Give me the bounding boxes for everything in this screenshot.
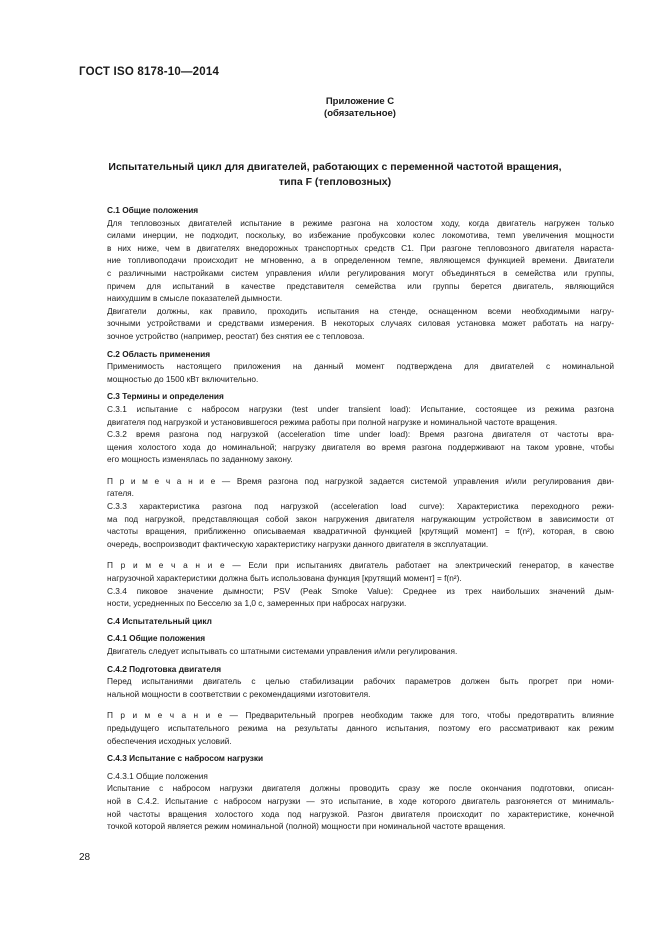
text-line: причем для испытаний в качестве представителя семейства или группы берется двигатель, являющийся: [107, 280, 614, 291]
text-line: П р и м е ч а н и е — Если при испытаниях двигатель работает на электрический генератор, в качестве: [107, 560, 614, 571]
section-heading: С.1 Общие положения: [107, 205, 199, 215]
text-line: П р и м е ч а н и е — Предварительный прогрев необходим также для того, чтобы предотвратить влияние: [107, 710, 614, 721]
annex-status: (обязательное): [324, 108, 396, 119]
text-line: мощностью до 1500 кВт включительно.: [107, 373, 259, 384]
text-line: ной в С.4.2. Испытание с набросом нагрузки — это испытание, в ходе которого двигатель разгоняется от минималь-: [107, 795, 614, 806]
text-line: силами инерции, не подходит, поскольку, во избежание пробуксовки колес локомотива, темп увеличения мощности: [107, 230, 614, 241]
section-heading: С.3 Термины и определения: [107, 391, 224, 402]
text-line: обеспечения исходных условий.: [107, 735, 232, 746]
section-heading: С.4.3 Испытание с набросом нагрузки: [107, 753, 264, 764]
section-heading: С.4 Испытательный цикл: [107, 615, 212, 626]
body-paragraph: [79, 585, 614, 610]
page-number: 28: [79, 852, 91, 863]
text-line: нагрузочной характеристики должна быть использована функция [крутящий момент] = f(n²).: [107, 573, 462, 584]
body-paragraph: [79, 428, 614, 466]
text-line: С.3.1 испытание с набросом нагрузки (test under transient load): Испытание, состоящее из режима разгона: [107, 403, 614, 414]
text-line: Применимость настоящего приложения на данный момент подтверждена для двигателей с номинальной: [107, 361, 614, 372]
text-line: ма под нагрузкой, представляющая собой закон нагружения двигателя нагружающим устройством в зависимости от: [107, 513, 614, 524]
text-line: ности, усредненных по Бесселю за 1,0 с, замеренных при набросах нагрузки.: [107, 598, 407, 609]
annex-title-line-1: Испытательный цикл для двигателей, работающих с переменной частотой вращения,: [108, 161, 562, 173]
body-paragraph: [79, 305, 614, 343]
text-line: Двигатель следует испытывать со штатными системами управления и/или регулирования.: [107, 646, 458, 656]
text-line: двигателя под нагрузкой и установившегося режима работы при полной нагрузке и номинальной частоте вращения.: [107, 416, 558, 427]
body-paragraph: [79, 360, 614, 385]
document-body: [79, 204, 614, 833]
text-line: наихудшим в смысле показателей дымности.: [107, 293, 283, 304]
text-line: с различными настройками систем управления и/или регулирования могут объединяться в семейства или группы,: [107, 267, 614, 278]
section-heading: С.4.1 Общие положения: [107, 633, 206, 644]
text-line: частоты вращения, приближенно описываемая квадратичной функцией [крутящий момент] = f(n²), которая, в свою: [107, 526, 614, 537]
text-line: С.3.3 характеристика разгона под нагрузкой (acceleration load curve): Характеристика переходного режи-: [107, 501, 614, 512]
text-line: зочными устройствами и средствами измерения. В некоторых случаях силовая установка может работать на нагру-: [107, 318, 614, 329]
body-paragraph: [79, 782, 614, 832]
text-line: щения холостого хода до номинальной; нагрузку двигателя во время разгона поддерживают на таком уровне, чтобы: [107, 441, 614, 452]
text-line: ние топливоподачи происходит не мгновенно, а в определенном темпе, являющемся функцией времени. Двигатели: [107, 255, 614, 266]
annex-label: Приложение С: [325, 96, 395, 107]
note-paragraph: [79, 475, 614, 500]
text-line: Для тепловозных двигателей испытание в режиме разгона на холостом ходу, когда двигатель нагружен только: [107, 217, 614, 228]
note-paragraph: [79, 559, 614, 584]
body-paragraph: [79, 645, 614, 658]
text-line: его мощность изменялась по заданному закону.: [107, 454, 293, 465]
text-line: Перед испытаниями двигатель с целью стабилизации рабочих параметров должен быть прогрет при номи-: [107, 676, 614, 687]
body-paragraph: [79, 675, 614, 700]
text-line: точкой которой является режим номинальной (полной) мощности при номинальной частоте вращения.: [107, 821, 506, 832]
text-line: С.3.4 пиковое значение дымности; PSV (Peak Smoke Value): Среднее из трех наибольших значений дым-: [107, 585, 614, 596]
body-paragraph: [79, 403, 614, 428]
text-line: П р и м е ч а н и е — Время разгона под нагрузкой задается системой управления и/или регулирования дви-: [107, 475, 614, 486]
text-line: Двигатели должны, как правило, проходить испытания на стенде, оснащенном всеми необходимыми нагру-: [107, 305, 614, 316]
text-line: гателя.: [107, 488, 134, 499]
text-line: Испытание с набросом нагрузки двигателя должны проводить сразу же после окончания подготовки, описан-: [107, 783, 614, 794]
body-paragraph: [79, 500, 614, 550]
section-heading: С.2 Область применения: [107, 348, 211, 359]
standard-header: ГОСТ ISO 8178-10—2014: [79, 66, 220, 78]
note-paragraph: [79, 709, 614, 747]
text-line: зочное устройство (например, реостат) без снятия ее с тепловоза.: [107, 330, 365, 341]
text-line: С.3.2 время разгона под нагрузкой (acceleration time under load): Время разгона двигателя от частоты вра-: [107, 429, 614, 440]
text-line: в них ниже, чем в двигателях внедорожных транспортных средств С1. При разгоне тепловозного двигателя нараста-: [107, 242, 614, 253]
annex-title-line-2: типа F (тепловозных): [278, 176, 392, 188]
text-line: ной частоты вращения холостого хода под нагрузкой. Разгон двигателя происходит по характеристике, конечной: [107, 808, 614, 819]
text-line: очередь, воспроизводит фактическую характеристику нагрузки данного двигателя в эксплуатации.: [107, 538, 489, 549]
text-line: предыдущего испытательного режима на результаты данного испытания, поэтому его рассматривают как режим: [107, 722, 614, 733]
section-heading: С.4.2 Подготовка двигателя: [107, 663, 222, 674]
section-heading: С.4.3.1 Общие положения: [107, 770, 208, 781]
body-paragraph: [79, 217, 614, 305]
text-line: нальной мощности в соответствии с рекомендациями изготовителя.: [107, 688, 371, 699]
